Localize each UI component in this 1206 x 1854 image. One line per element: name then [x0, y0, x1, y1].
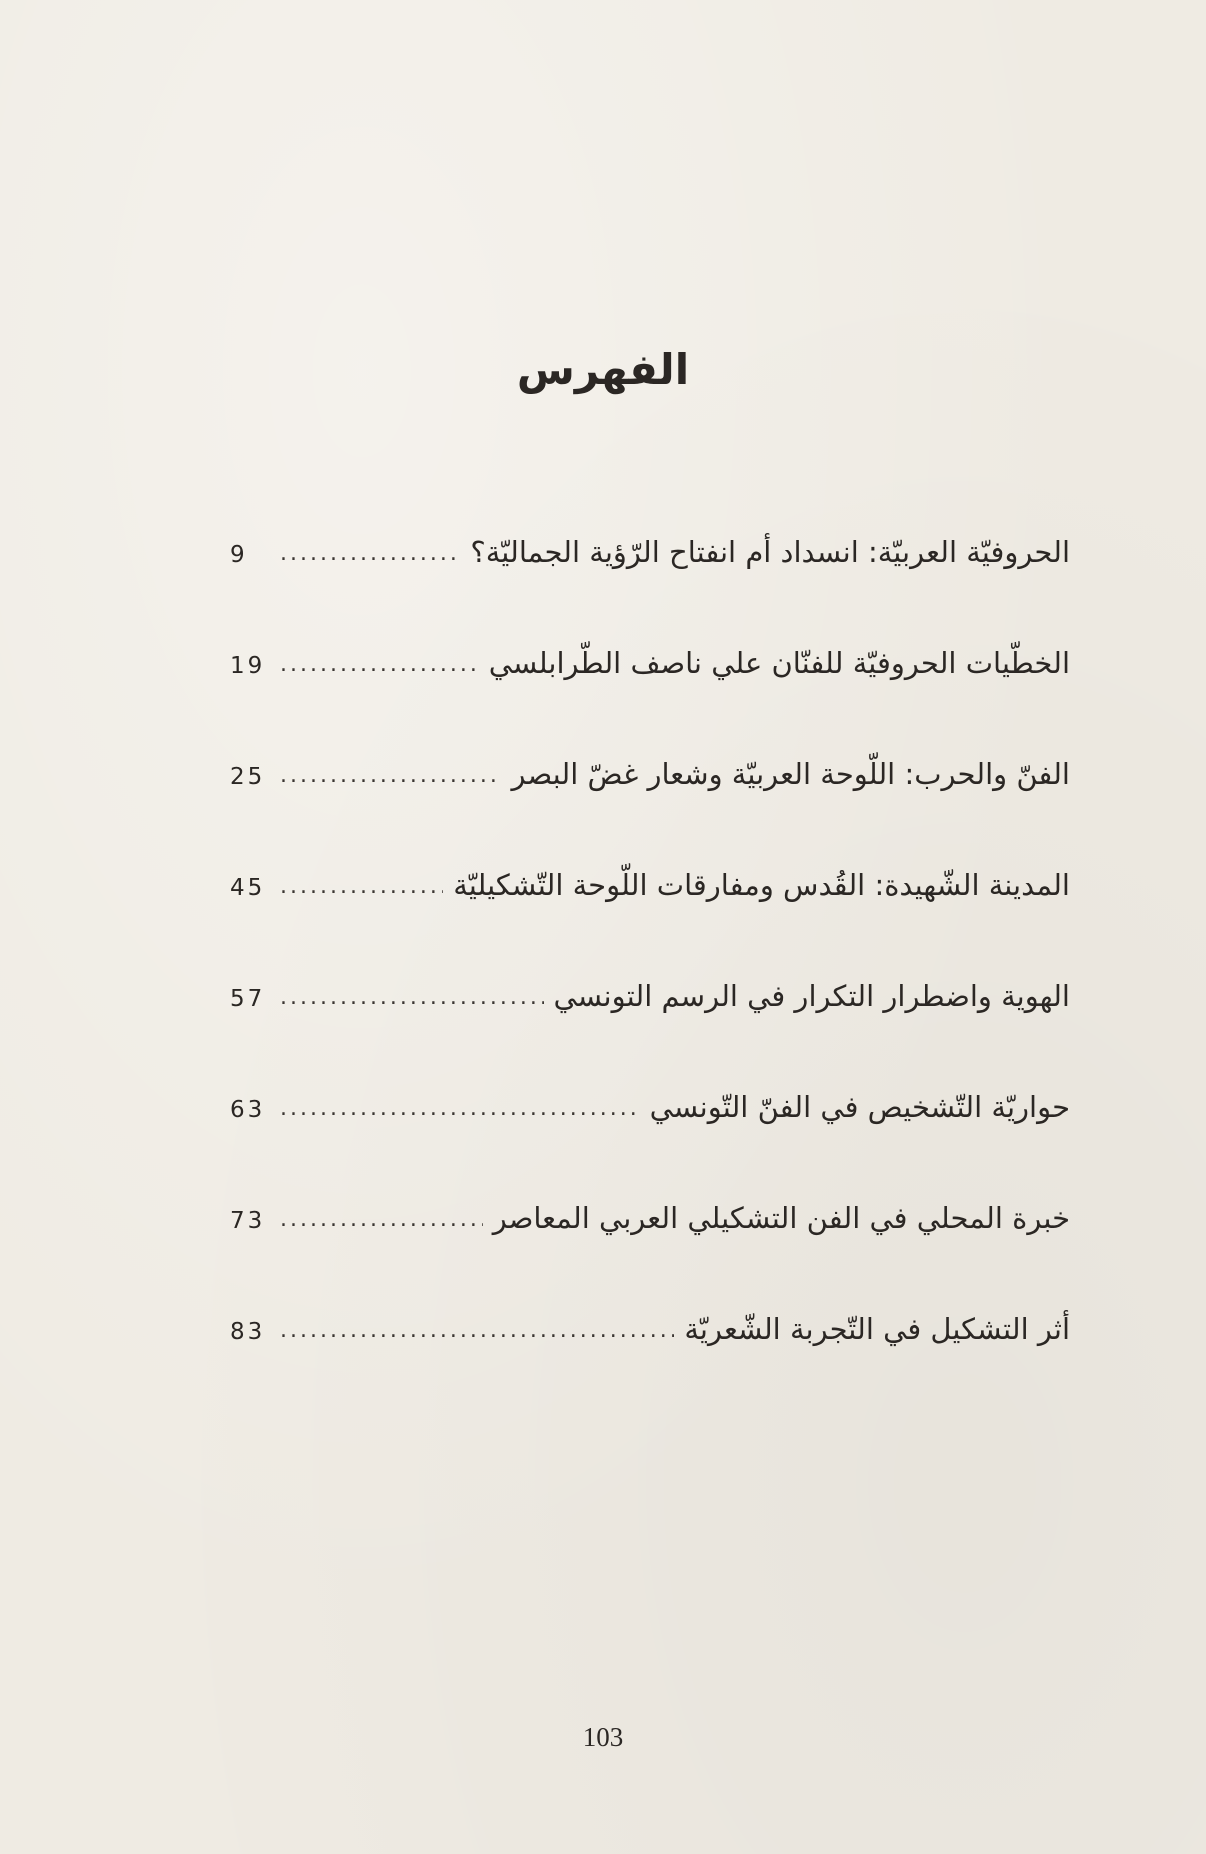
toc-entry[interactable]: [230, 868, 1070, 979]
toc-entry[interactable]: [230, 979, 1070, 1090]
dot-leader: [280, 763, 502, 788]
dot-leader: [280, 985, 544, 1010]
toc-entry[interactable]: [230, 1090, 1070, 1201]
toc-page-number: 45: [230, 875, 266, 901]
toc-entry-title: الحروفيّة العربيّة: انسداد أم انفتاح الرّؤية الجماليّة؟: [470, 535, 1070, 569]
toc-entry[interactable]: [230, 757, 1070, 868]
dot-leader: [280, 541, 460, 566]
dot-leader: [280, 874, 443, 899]
toc-entry[interactable]: [230, 1201, 1070, 1312]
table-of-contents: [230, 535, 1070, 1423]
toc-page-number: 25: [230, 764, 266, 790]
toc-entry-title: المدينة الشّهيدة: القُدس ومفارقات اللّوحة التّشكيليّة: [453, 868, 1070, 902]
page-title: الفهرس: [516, 345, 690, 394]
toc-page-number: 9: [230, 542, 248, 568]
toc-page-number: 19: [230, 653, 266, 679]
toc-entry-title: الهوية واضطرار التكرار في الرسم التونسي: [553, 979, 1070, 1013]
dot-leader: [280, 1207, 483, 1232]
dot-leader: [280, 1318, 674, 1343]
toc-page-number: 63: [230, 1097, 266, 1123]
toc-page-number: 57: [230, 986, 266, 1012]
toc-entry-title: خبرة المحلي في الفن التشكيلي العربي المعاصر: [492, 1201, 1070, 1235]
dot-leader: [280, 652, 479, 677]
page-number-footer: 103: [582, 1722, 624, 1752]
toc-entry[interactable]: [230, 646, 1070, 757]
toc-entry[interactable]: [230, 535, 1070, 646]
dot-leader: [280, 1096, 640, 1121]
toc-page-number: 73: [230, 1208, 266, 1234]
toc-entry-title: الخطّيات الحروفيّة للفنّان علي ناصف الطّرابلسي: [488, 646, 1070, 680]
toc-entry-title: أثر التشكيل في التّجربة الشّعريّة: [684, 1312, 1070, 1346]
toc-entry-title: الفنّ والحرب: اللّوحة العربيّة وشعار غضّ البصر: [511, 757, 1070, 791]
toc-entry[interactable]: [230, 1312, 1070, 1423]
toc-entry-title: حواريّة التّشخيص في الفنّ التّونسي: [649, 1090, 1070, 1124]
toc-page-number: 83: [230, 1319, 266, 1345]
